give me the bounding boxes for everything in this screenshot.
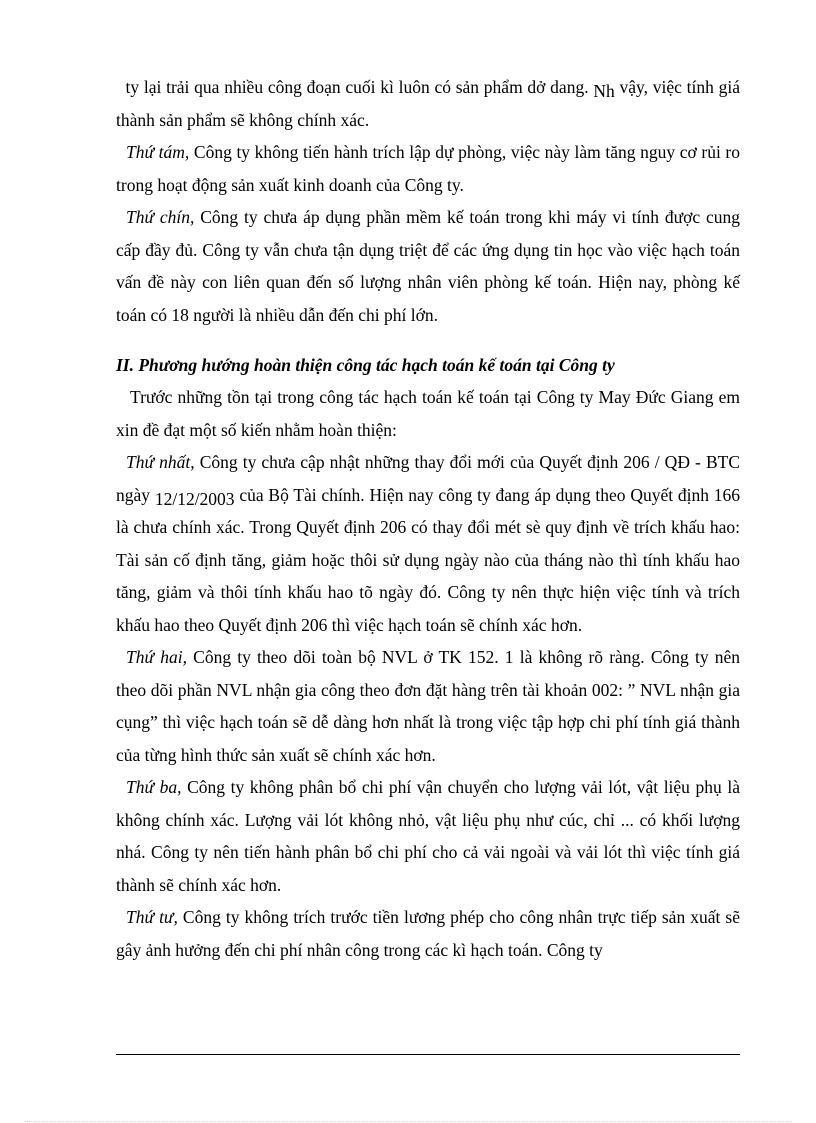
paragraph-6-text: Công ty theo dõi toàn bộ NVL ở TK 152. 1 là không rõ ràng. Công ty nên theo dõi phần NVL nhận gia công theo đơn đặt hàng trên tài khoản 002: ” NVL nhận gia cụng” thì việc hạch toán sẽ dễ dàng hơn nhất là trong việc tập hợp chi phí tính giá thành của từng hình thức sản xuất sẽ chính xác hơn. <box>116 647 741 765</box>
footer-rule <box>116 1054 740 1055</box>
paragraph-1-text-a: ty lại trải qua nhiều công đoạn cuối kì luôn có sản phẩm dở dang. <box>125 77 589 97</box>
paragraph-8-lead: Thứ tư, <box>126 907 178 927</box>
page-edge <box>24 1121 792 1122</box>
paragraph-4: Trước những tồn tại trong công tác hạch toán kế toán tại Công ty May Đức Giang em xin đề đạt một số kiến nhằm hoàn thiện: <box>116 387 740 440</box>
paragraph-5-text-a: Công ty chưa cập nhật những thay đổi mới của Quyết định 206 / QĐ - BTC ngày <box>116 452 740 505</box>
paragraph-8-text: Công ty không trích trước tiền lương phép cho công nhân trực tiếp sản xuất sẽ gây ảnh hưởng đến chi phí nhân công trong các kì hạch toán. Công ty <box>116 907 740 960</box>
paragraph-6 <box>116 641 740 771</box>
paragraph-5 <box>116 446 740 641</box>
paragraph-7 <box>116 771 740 901</box>
paragraph-6-lead: Thứ hai, <box>126 647 187 667</box>
paragraph-1 <box>116 71 740 136</box>
paragraph-7-lead: Thứ ba, <box>126 777 182 797</box>
paragraph-2-text: Công ty không tiến hành trích lập dự phòng, việc này làm tăng nguy cơ rủi ro trong hoạt động sản xuất kinh doanh của Công ty. <box>116 142 740 195</box>
paragraph-5-date: 12/12/2003 <box>154 488 235 509</box>
paragraph-7-text: Công ty không phân bổ chi phí vận chuyển cho lượng vải lót, vật liệu phụ là không chính xác. Lượng vải lót không nhỏ, vật liệu phụ như cúc, chỉ ... có khối lượng nhá. Công ty nên tiến hành phân bổ chi phí cho cả vải ngoài và vải lót thì việc tính giá thành sẽ chính xác hơn. <box>116 777 740 895</box>
paragraph-3-text: Công ty chưa áp dụng phần mềm kế toán trong khi máy vi tính được cung cấp đầy đủ. Công ty vẫn chưa tận dụng triệt để các ứng dụng tin học vào việc hạch toán vấn đề này con liên quan đến số lượng nhân viên phòng kế toán. Hiện nay, phòng kế toán có 18 người là nhiều dẫn đến chi phí lớn. <box>116 207 740 325</box>
paragraph-3 <box>116 201 740 331</box>
paragraph-2-lead: Thứ tám, <box>126 142 190 162</box>
paragraph-1-text-c: vậy, việc tính giá thành sản phẩm sẽ không chính xác. <box>116 77 740 130</box>
paragraph-8 <box>116 901 740 966</box>
paragraph-3-lead: Thứ chín, <box>126 207 195 227</box>
paragraph-2 <box>116 136 740 201</box>
paragraph-5-lead: Thứ nhất, <box>126 452 195 472</box>
paragraph-5-text-b: của Bộ Tài chính. Hiện nay công ty đang áp dụng theo Quyết định 166 là chưa chính xác. Trong Quyết định 206 có thay đổi mét sè quy định về trích khấu hao: Tài sản cố định tăng, giảm hoặc thôi sử dụng ngày nào của tháng nào thì tính khấu hao tăng, giảm và thôi tính khấu hao tõ ngày đó. Công ty nên thực hiện việc tính và trích khấu hao theo Quyết định 206 thì việc hạch toán sẽ chính xác hơn. <box>116 484 741 635</box>
section-heading: II. Phương hướng hoàn thiện công tác hạch toán kế toán tại Công ty <box>116 355 615 375</box>
document-page <box>116 0 740 966</box>
paragraph-1-fragment: Nh <box>593 81 615 101</box>
